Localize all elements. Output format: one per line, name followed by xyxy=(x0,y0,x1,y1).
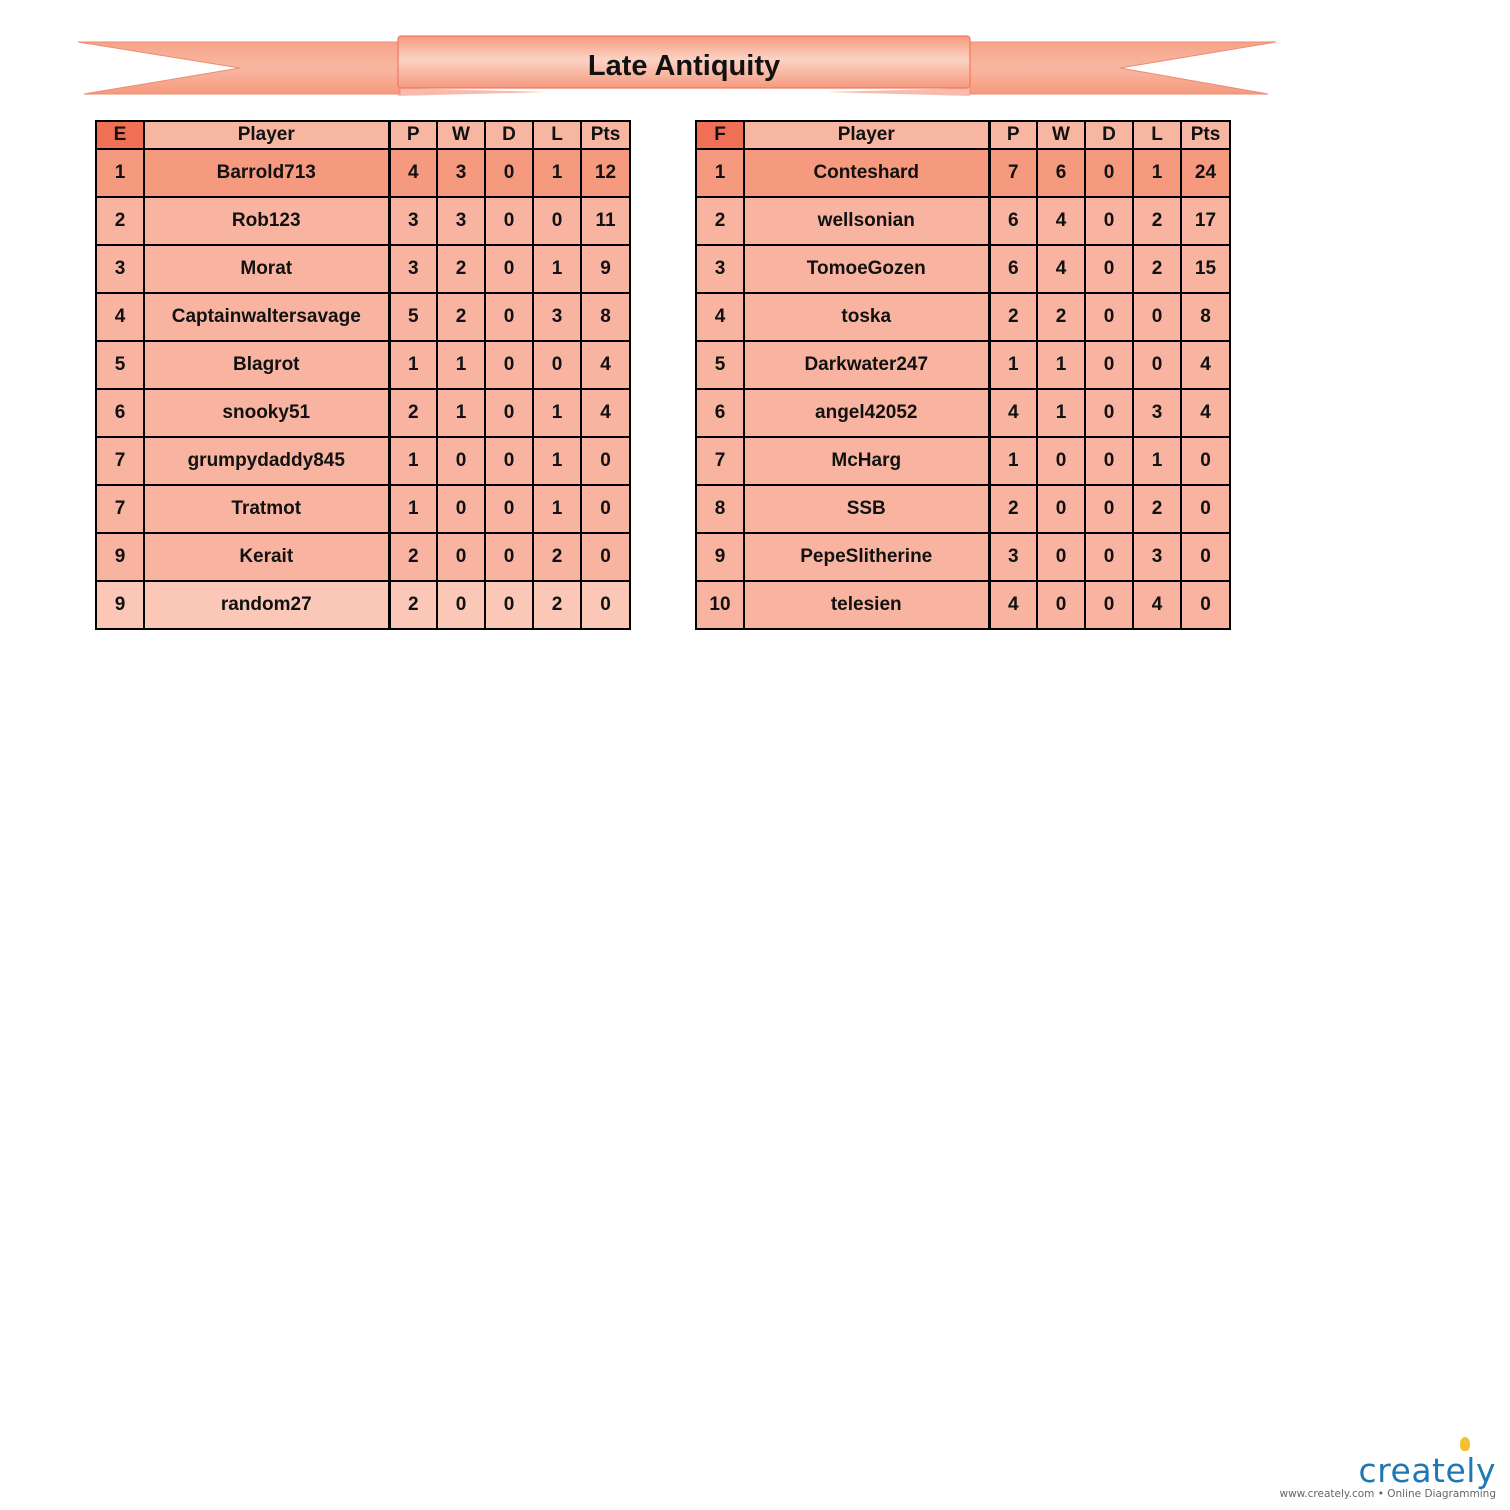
drawn-cell: 0 xyxy=(485,197,533,245)
rank-cell: 9 xyxy=(96,533,144,581)
drawn-cell: 0 xyxy=(1085,581,1133,629)
points-cell: 0 xyxy=(581,581,630,629)
drawn-cell: 0 xyxy=(485,485,533,533)
player-cell: SSB xyxy=(744,485,989,533)
header-won: W xyxy=(1037,121,1085,149)
rank-cell: 2 xyxy=(696,197,744,245)
drawn-cell: 0 xyxy=(1085,485,1133,533)
rank-cell: 7 xyxy=(696,437,744,485)
rank-cell: 5 xyxy=(696,341,744,389)
played-cell: 4 xyxy=(989,581,1037,629)
player-cell: angel42052 xyxy=(744,389,989,437)
rank-cell: 10 xyxy=(696,581,744,629)
lost-cell: 0 xyxy=(1133,341,1181,389)
header-drawn: D xyxy=(485,121,533,149)
header-lost: L xyxy=(1133,121,1181,149)
played-cell: 4 xyxy=(389,149,437,197)
lost-cell: 4 xyxy=(1133,581,1181,629)
drawn-cell: 0 xyxy=(485,437,533,485)
creately-logo: creately xyxy=(1359,1451,1496,1490)
drawn-cell: 0 xyxy=(1085,149,1133,197)
table-row xyxy=(96,293,630,341)
won-cell: 0 xyxy=(437,533,485,581)
played-cell: 5 xyxy=(389,293,437,341)
player-cell: PepeSlitherine xyxy=(744,533,989,581)
rank-cell: 9 xyxy=(96,581,144,629)
played-cell: 3 xyxy=(989,533,1037,581)
won-cell: 2 xyxy=(437,293,485,341)
player-cell: Morat xyxy=(144,245,389,293)
group-label: E xyxy=(96,121,144,149)
player-cell: Barrold713 xyxy=(144,149,389,197)
table-row xyxy=(696,341,1230,389)
points-cell: 0 xyxy=(1181,437,1230,485)
player-cell: random27 xyxy=(144,581,389,629)
table-row xyxy=(696,293,1230,341)
rank-cell: 1 xyxy=(96,149,144,197)
table-row xyxy=(96,437,630,485)
played-cell: 1 xyxy=(989,341,1037,389)
played-cell: 1 xyxy=(989,437,1037,485)
table-row xyxy=(96,533,630,581)
watermark-tagline: www.creately.com • Online Diagramming xyxy=(1279,1488,1496,1500)
played-cell: 2 xyxy=(389,533,437,581)
won-cell: 3 xyxy=(437,197,485,245)
lost-cell: 1 xyxy=(533,389,581,437)
won-cell: 2 xyxy=(1037,293,1085,341)
lost-cell: 2 xyxy=(1133,197,1181,245)
table-row xyxy=(696,149,1230,197)
header-played: P xyxy=(989,121,1037,149)
lost-cell: 2 xyxy=(1133,245,1181,293)
won-cell: 1 xyxy=(437,341,485,389)
table-row xyxy=(96,149,630,197)
points-cell: 4 xyxy=(581,341,630,389)
lost-cell: 0 xyxy=(1133,293,1181,341)
table-row xyxy=(96,341,630,389)
lost-cell: 1 xyxy=(533,245,581,293)
lost-cell: 1 xyxy=(533,437,581,485)
player-cell: grumpydaddy845 xyxy=(144,437,389,485)
points-cell: 24 xyxy=(1181,149,1230,197)
points-cell: 0 xyxy=(1181,485,1230,533)
won-cell: 1 xyxy=(1037,341,1085,389)
header-row xyxy=(696,121,1230,149)
won-cell: 2 xyxy=(437,245,485,293)
rank-cell: 7 xyxy=(96,437,144,485)
banner-left-tail xyxy=(78,42,400,94)
lost-cell: 1 xyxy=(533,149,581,197)
drawn-cell: 0 xyxy=(1085,389,1133,437)
header-won: W xyxy=(437,121,485,149)
won-cell: 6 xyxy=(1037,149,1085,197)
header-player: Player xyxy=(144,121,389,149)
table-row xyxy=(96,485,630,533)
table-row xyxy=(696,197,1230,245)
rank-cell: 6 xyxy=(96,389,144,437)
page-title: Late Antiquity xyxy=(587,50,781,82)
drawn-cell: 0 xyxy=(485,245,533,293)
lost-cell: 3 xyxy=(1133,533,1181,581)
drawn-cell: 0 xyxy=(485,341,533,389)
won-cell: 4 xyxy=(1037,245,1085,293)
drawn-cell: 0 xyxy=(485,533,533,581)
points-cell: 8 xyxy=(1181,293,1230,341)
drawn-cell: 0 xyxy=(1085,533,1133,581)
points-cell: 8 xyxy=(581,293,630,341)
won-cell: 0 xyxy=(1037,437,1085,485)
drawn-cell: 0 xyxy=(1085,197,1133,245)
points-cell: 11 xyxy=(581,197,630,245)
drawn-cell: 0 xyxy=(485,389,533,437)
player-cell: Kerait xyxy=(144,533,389,581)
lost-cell: 0 xyxy=(533,341,581,389)
won-cell: 0 xyxy=(1037,581,1085,629)
won-cell: 3 xyxy=(437,149,485,197)
won-cell: 4 xyxy=(1037,197,1085,245)
points-cell: 0 xyxy=(1181,533,1230,581)
lost-cell: 2 xyxy=(533,581,581,629)
drawn-cell: 0 xyxy=(485,581,533,629)
header-player: Player xyxy=(744,121,989,149)
rank-cell: 3 xyxy=(96,245,144,293)
rank-cell: 6 xyxy=(696,389,744,437)
drawn-cell: 0 xyxy=(1085,437,1133,485)
won-cell: 0 xyxy=(1037,485,1085,533)
drawn-cell: 0 xyxy=(1085,341,1133,389)
header-lost: L xyxy=(533,121,581,149)
drawn-cell: 0 xyxy=(1085,293,1133,341)
table-row xyxy=(696,581,1230,629)
played-cell: 3 xyxy=(389,197,437,245)
header-row xyxy=(96,121,630,149)
played-cell: 2 xyxy=(989,293,1037,341)
header-played: P xyxy=(389,121,437,149)
lost-cell: 2 xyxy=(1133,485,1181,533)
player-cell: Captainwaltersavage xyxy=(144,293,389,341)
player-cell: McHarg xyxy=(744,437,989,485)
player-cell: Tratmot xyxy=(144,485,389,533)
rank-cell: 2 xyxy=(96,197,144,245)
points-cell: 0 xyxy=(581,533,630,581)
rank-cell: 5 xyxy=(96,341,144,389)
group-f-table xyxy=(695,120,1231,630)
rank-cell: 7 xyxy=(96,485,144,533)
creately-watermark xyxy=(1280,1451,1497,1500)
won-cell: 0 xyxy=(437,485,485,533)
points-cell: 0 xyxy=(581,437,630,485)
rank-cell: 4 xyxy=(696,293,744,341)
points-cell: 0 xyxy=(581,485,630,533)
points-cell: 4 xyxy=(1181,389,1230,437)
rank-cell: 4 xyxy=(96,293,144,341)
group-label: F xyxy=(696,121,744,149)
played-cell: 7 xyxy=(989,149,1037,197)
played-cell: 2 xyxy=(389,581,437,629)
player-cell: telesien xyxy=(744,581,989,629)
points-cell: 4 xyxy=(1181,341,1230,389)
player-cell: snooky51 xyxy=(144,389,389,437)
won-cell: 0 xyxy=(1037,533,1085,581)
points-cell: 4 xyxy=(581,389,630,437)
banner-right-tail xyxy=(970,42,1276,94)
played-cell: 1 xyxy=(389,341,437,389)
rank-cell: 8 xyxy=(696,485,744,533)
played-cell: 3 xyxy=(389,245,437,293)
lost-cell: 2 xyxy=(533,533,581,581)
drawn-cell: 0 xyxy=(1085,245,1133,293)
group-e-table xyxy=(95,120,631,630)
player-cell: Blagrot xyxy=(144,341,389,389)
played-cell: 6 xyxy=(989,245,1037,293)
lost-cell: 3 xyxy=(1133,389,1181,437)
played-cell: 1 xyxy=(389,437,437,485)
player-cell: Rob123 xyxy=(144,197,389,245)
drawn-cell: 0 xyxy=(485,293,533,341)
table-row xyxy=(96,245,630,293)
table-row xyxy=(696,389,1230,437)
lightbulb-icon xyxy=(1460,1437,1470,1451)
played-cell: 6 xyxy=(989,197,1037,245)
points-cell: 15 xyxy=(1181,245,1230,293)
header-drawn: D xyxy=(1085,121,1133,149)
player-cell: toska xyxy=(744,293,989,341)
player-cell: Conteshard xyxy=(744,149,989,197)
player-cell: Darkwater247 xyxy=(744,341,989,389)
played-cell: 2 xyxy=(989,485,1037,533)
lost-cell: 0 xyxy=(533,197,581,245)
played-cell: 4 xyxy=(989,389,1037,437)
lost-cell: 1 xyxy=(1133,437,1181,485)
won-cell: 1 xyxy=(1037,389,1085,437)
points-cell: 12 xyxy=(581,149,630,197)
rank-cell: 3 xyxy=(696,245,744,293)
table-row xyxy=(696,437,1230,485)
played-cell: 1 xyxy=(389,485,437,533)
lost-cell: 1 xyxy=(1133,149,1181,197)
header-points: Pts xyxy=(1181,121,1230,149)
rank-cell: 9 xyxy=(696,533,744,581)
lost-cell: 1 xyxy=(533,485,581,533)
played-cell: 2 xyxy=(389,389,437,437)
won-cell: 1 xyxy=(437,389,485,437)
table-row xyxy=(96,389,630,437)
drawn-cell: 0 xyxy=(485,149,533,197)
table-row xyxy=(696,533,1230,581)
won-cell: 0 xyxy=(437,581,485,629)
table-row xyxy=(96,581,630,629)
table-row xyxy=(96,197,630,245)
points-cell: 0 xyxy=(1181,581,1230,629)
player-cell: wellsonian xyxy=(744,197,989,245)
table-row xyxy=(696,245,1230,293)
points-cell: 17 xyxy=(1181,197,1230,245)
won-cell: 0 xyxy=(437,437,485,485)
lost-cell: 3 xyxy=(533,293,581,341)
table-row xyxy=(696,485,1230,533)
points-cell: 9 xyxy=(581,245,630,293)
player-cell: TomoeGozen xyxy=(744,245,989,293)
header-points: Pts xyxy=(581,121,630,149)
rank-cell: 1 xyxy=(696,149,744,197)
